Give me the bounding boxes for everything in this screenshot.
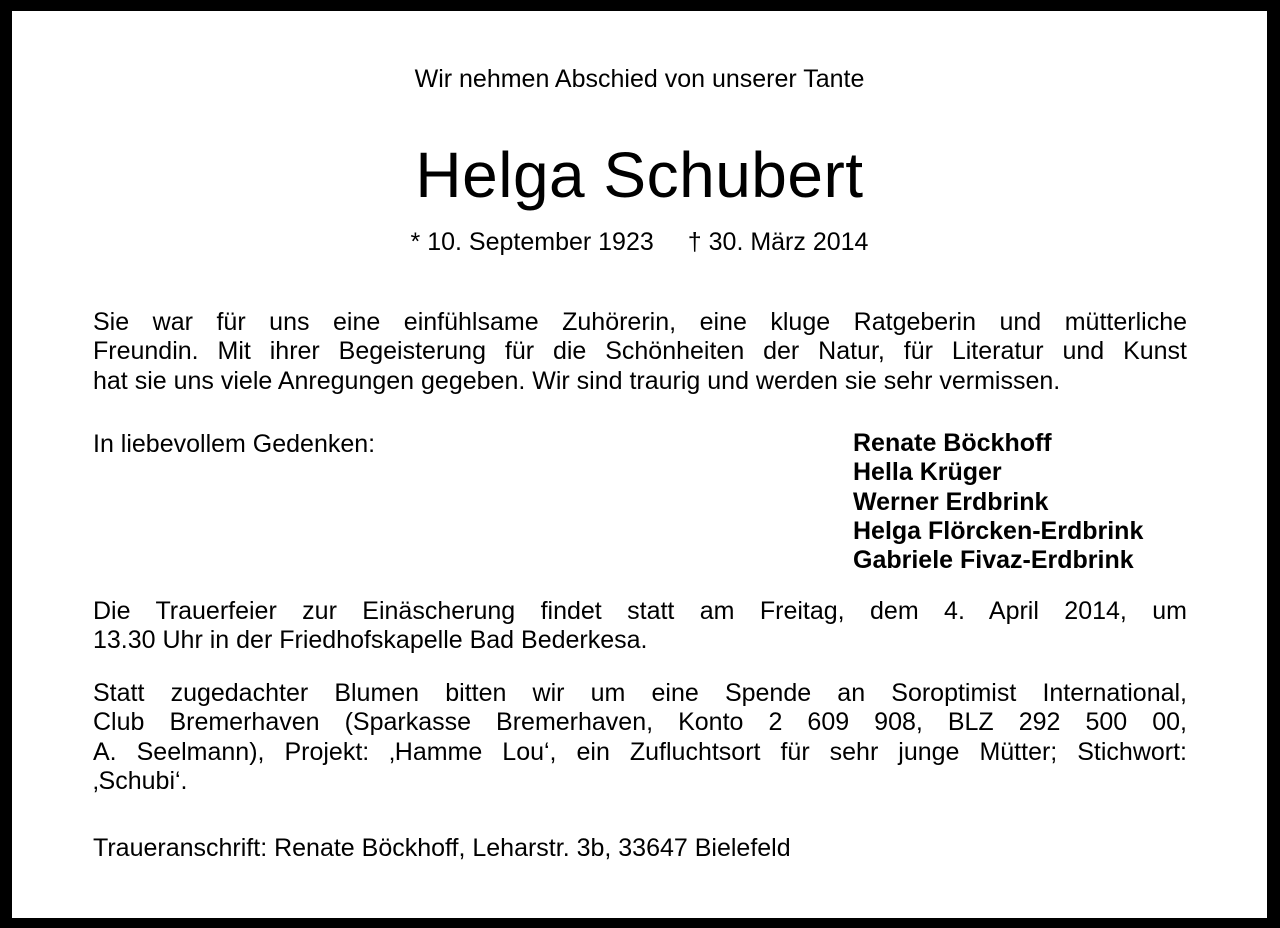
- donation-line: Statt zugedachter Blumen bitten wir um eine Spende an Soroptimist International,: [93, 679, 1187, 707]
- service-line: 13.30 Uhr in der Friedhofskapelle Bad Bederkesa.: [93, 626, 648, 655]
- signer-list: [853, 429, 1143, 575]
- donation-line: ‚Schubi‘.: [93, 766, 188, 795]
- donation-paragraph: [93, 679, 1187, 796]
- signer-name: Helga Flörcken-Erdbrink: [853, 516, 1144, 545]
- donation-line: Club Bremerhaven (Sparkasse Bremerhaven, Konto 2 609 908, BLZ 292 500 00,: [93, 708, 1187, 737]
- tribute-line: hat sie uns viele Anregungen gegeben. Wir sind traurig und werden sie sehr vermissen.: [93, 366, 1061, 395]
- signer-name: Gabriele Fivaz-Erdbrink: [853, 546, 1134, 575]
- life-dates: [12, 230, 1267, 255]
- death-date: † 30. März 2014: [687, 228, 869, 256]
- service-paragraph: [93, 597, 1187, 656]
- tribute-paragraph: [93, 308, 1187, 396]
- tribute-line: Freundin. Mit ihrer Begeisterung für die Schönheiten der Natur, für Literatur und Kunst: [93, 337, 1187, 366]
- remembrance-label: In liebevollem Gedenken:: [93, 430, 376, 458]
- signer-name: Werner Erdbrink: [853, 487, 1049, 516]
- service-line: Die Trauerfeier zur Einäscherung findet statt am Freitag, dem 4. April 2014, um: [93, 597, 1187, 625]
- intro-line: Wir nehmen Abschied von unserer Tante: [414, 65, 865, 93]
- tribute-line: Sie war für uns eine einfühlsame Zuhörerin, eine kluge Ratgeberin und mütterliche: [93, 308, 1187, 336]
- signer-name: Renate Böckhoff: [853, 429, 1052, 457]
- signer-name: Hella Krüger: [853, 458, 1002, 487]
- birth-date: * 10. September 1923: [410, 228, 654, 256]
- deceased-name: Helga Schubert: [415, 139, 864, 211]
- mourning-address: Traueranschrift: Renate Böckhoff, Leharstr. 3b, 33647 Bielefeld: [93, 834, 791, 862]
- donation-line: A. Seelmann), Projekt: ‚Hamme Lou‘, ein Zufluchtsort für sehr junge Mütter; Stichwort:: [93, 737, 1187, 766]
